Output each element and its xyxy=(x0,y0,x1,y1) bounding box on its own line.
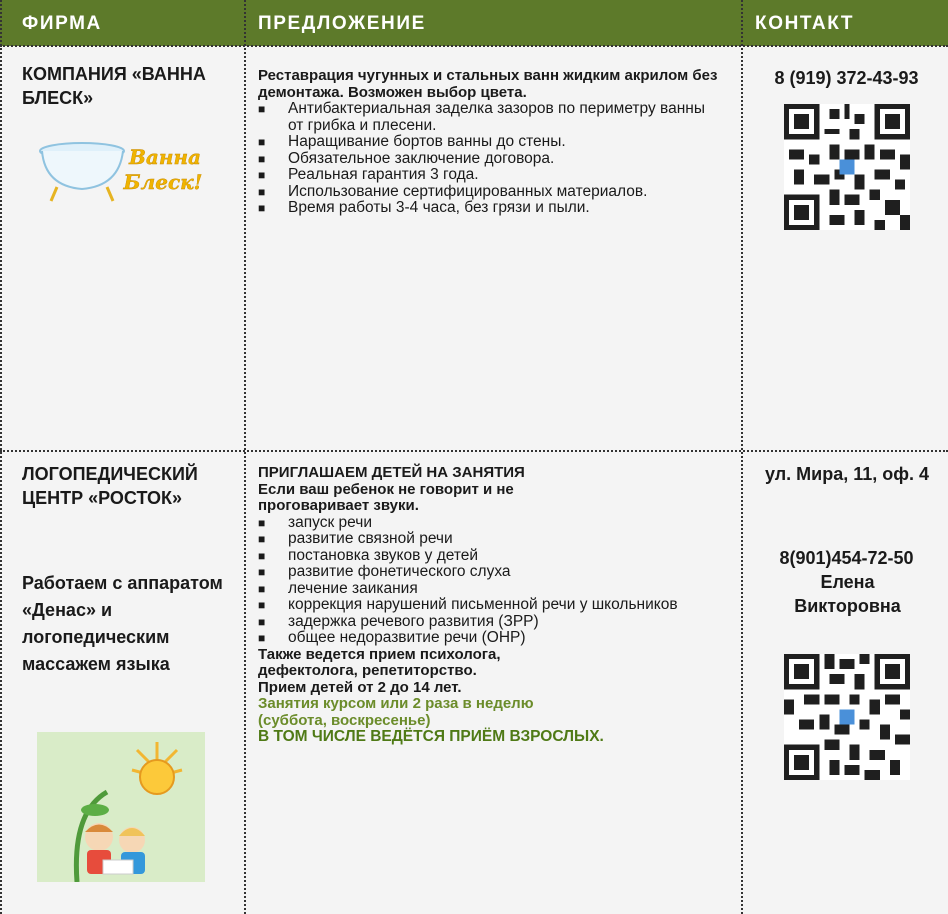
list-item: ■ Обязательное заключение договора. xyxy=(258,151,733,168)
vanna-blesk-logo xyxy=(37,131,212,206)
offer-heading: Реставрация чугунных и стальных ванн жидким акрилом без демонтажа. Возможен выбор цвета. xyxy=(258,67,718,101)
header-firm: ФИРМА xyxy=(22,13,102,34)
list-item: ■ постановка звуков у детей xyxy=(258,548,733,565)
list-item: ■ развитие фонетического слуха xyxy=(258,564,733,581)
list-item: ■ Использование сертифицированных материалов. xyxy=(258,184,708,201)
offer-adults-note: В ТОМ ЧИСЛЕ ВЕДЁТСЯ ПРИЁМ ВЗРОСЛЫХ. xyxy=(258,728,604,745)
offer-vanna-blesk xyxy=(258,68,733,217)
offer-rostok xyxy=(258,465,733,746)
header-border xyxy=(0,45,948,47)
list-item: ■ коррекция нарушений письменной речи у школьников xyxy=(258,597,748,614)
list-item: ■ лечение заикания xyxy=(258,581,733,598)
offer-extra-services: Также ведется прием психолога, дефектолога, репетиторство. xyxy=(258,645,501,679)
firm-description-rostok: Работаем с аппаратом «Денас» и логопедическим массажем языка xyxy=(22,573,223,674)
list-item: ■ запуск речи xyxy=(258,515,733,532)
list-item: ■ Антибактериальная заделка зазоров по периметру ванны от грибка и плесени. xyxy=(258,101,708,134)
contact-phone-vanna-blesk: 8 (919) 372-43-93 xyxy=(774,68,919,88)
qr-code xyxy=(784,104,910,230)
column-divider-1 xyxy=(244,0,246,914)
list-item: ■ задержка речевого развития (ЗРР) xyxy=(258,614,733,631)
list-item: ■ Реальная гарантия 3 года. xyxy=(258,167,733,184)
row-divider xyxy=(0,450,948,452)
table-border-left xyxy=(0,0,2,914)
contact-address-rostok: ул. Мира, 11, оф. 4 xyxy=(764,464,930,484)
offer-age-range: Прием детей от 2 до 14 лет. xyxy=(258,678,462,696)
contact-phone-rostok: 8(901)454-72-50 xyxy=(779,548,914,568)
qr-code xyxy=(784,654,910,780)
list-item: ■ Время работы 3-4 часа, без грязи и пыли. xyxy=(258,200,733,217)
logo-text-line2: Блеск! xyxy=(123,170,203,194)
children-sun-illustration xyxy=(37,732,205,882)
offer-schedule: Занятия курсом или 2 раза в неделю (суббота, воскресенье) xyxy=(258,695,534,729)
header-offer: ПРЕДЛОЖЕНИЕ xyxy=(258,13,426,34)
header-contact: КОНТАКТ xyxy=(755,13,855,34)
column-divider-2 xyxy=(741,0,743,914)
list-item: ■ развитие связной речи xyxy=(258,531,733,548)
firm-name-rostok: ЛОГОПЕДИЧЕСКИЙ ЦЕНТР «РОСТОК» xyxy=(22,464,198,508)
list-item: ■ Наращивание бортов ванны до стены. xyxy=(258,134,733,151)
list-item: ■ общее недоразвитие речи (ОНР) xyxy=(258,630,733,647)
logo-text-line1: Ванна xyxy=(129,145,201,169)
firm-name-vanna-blesk: КОМПАНИЯ «ВАННА БЛЕСК» xyxy=(22,64,206,108)
contact-person-rostok: Елена Викторовна xyxy=(794,572,901,616)
offer-invitation: ПРИГЛАШАЕМ ДЕТЕЙ НА ЗАНЯТИЯ xyxy=(258,464,525,481)
offer-subheading: Если ваш ребенок не говорит и не проговаривает звуки. xyxy=(258,480,514,514)
